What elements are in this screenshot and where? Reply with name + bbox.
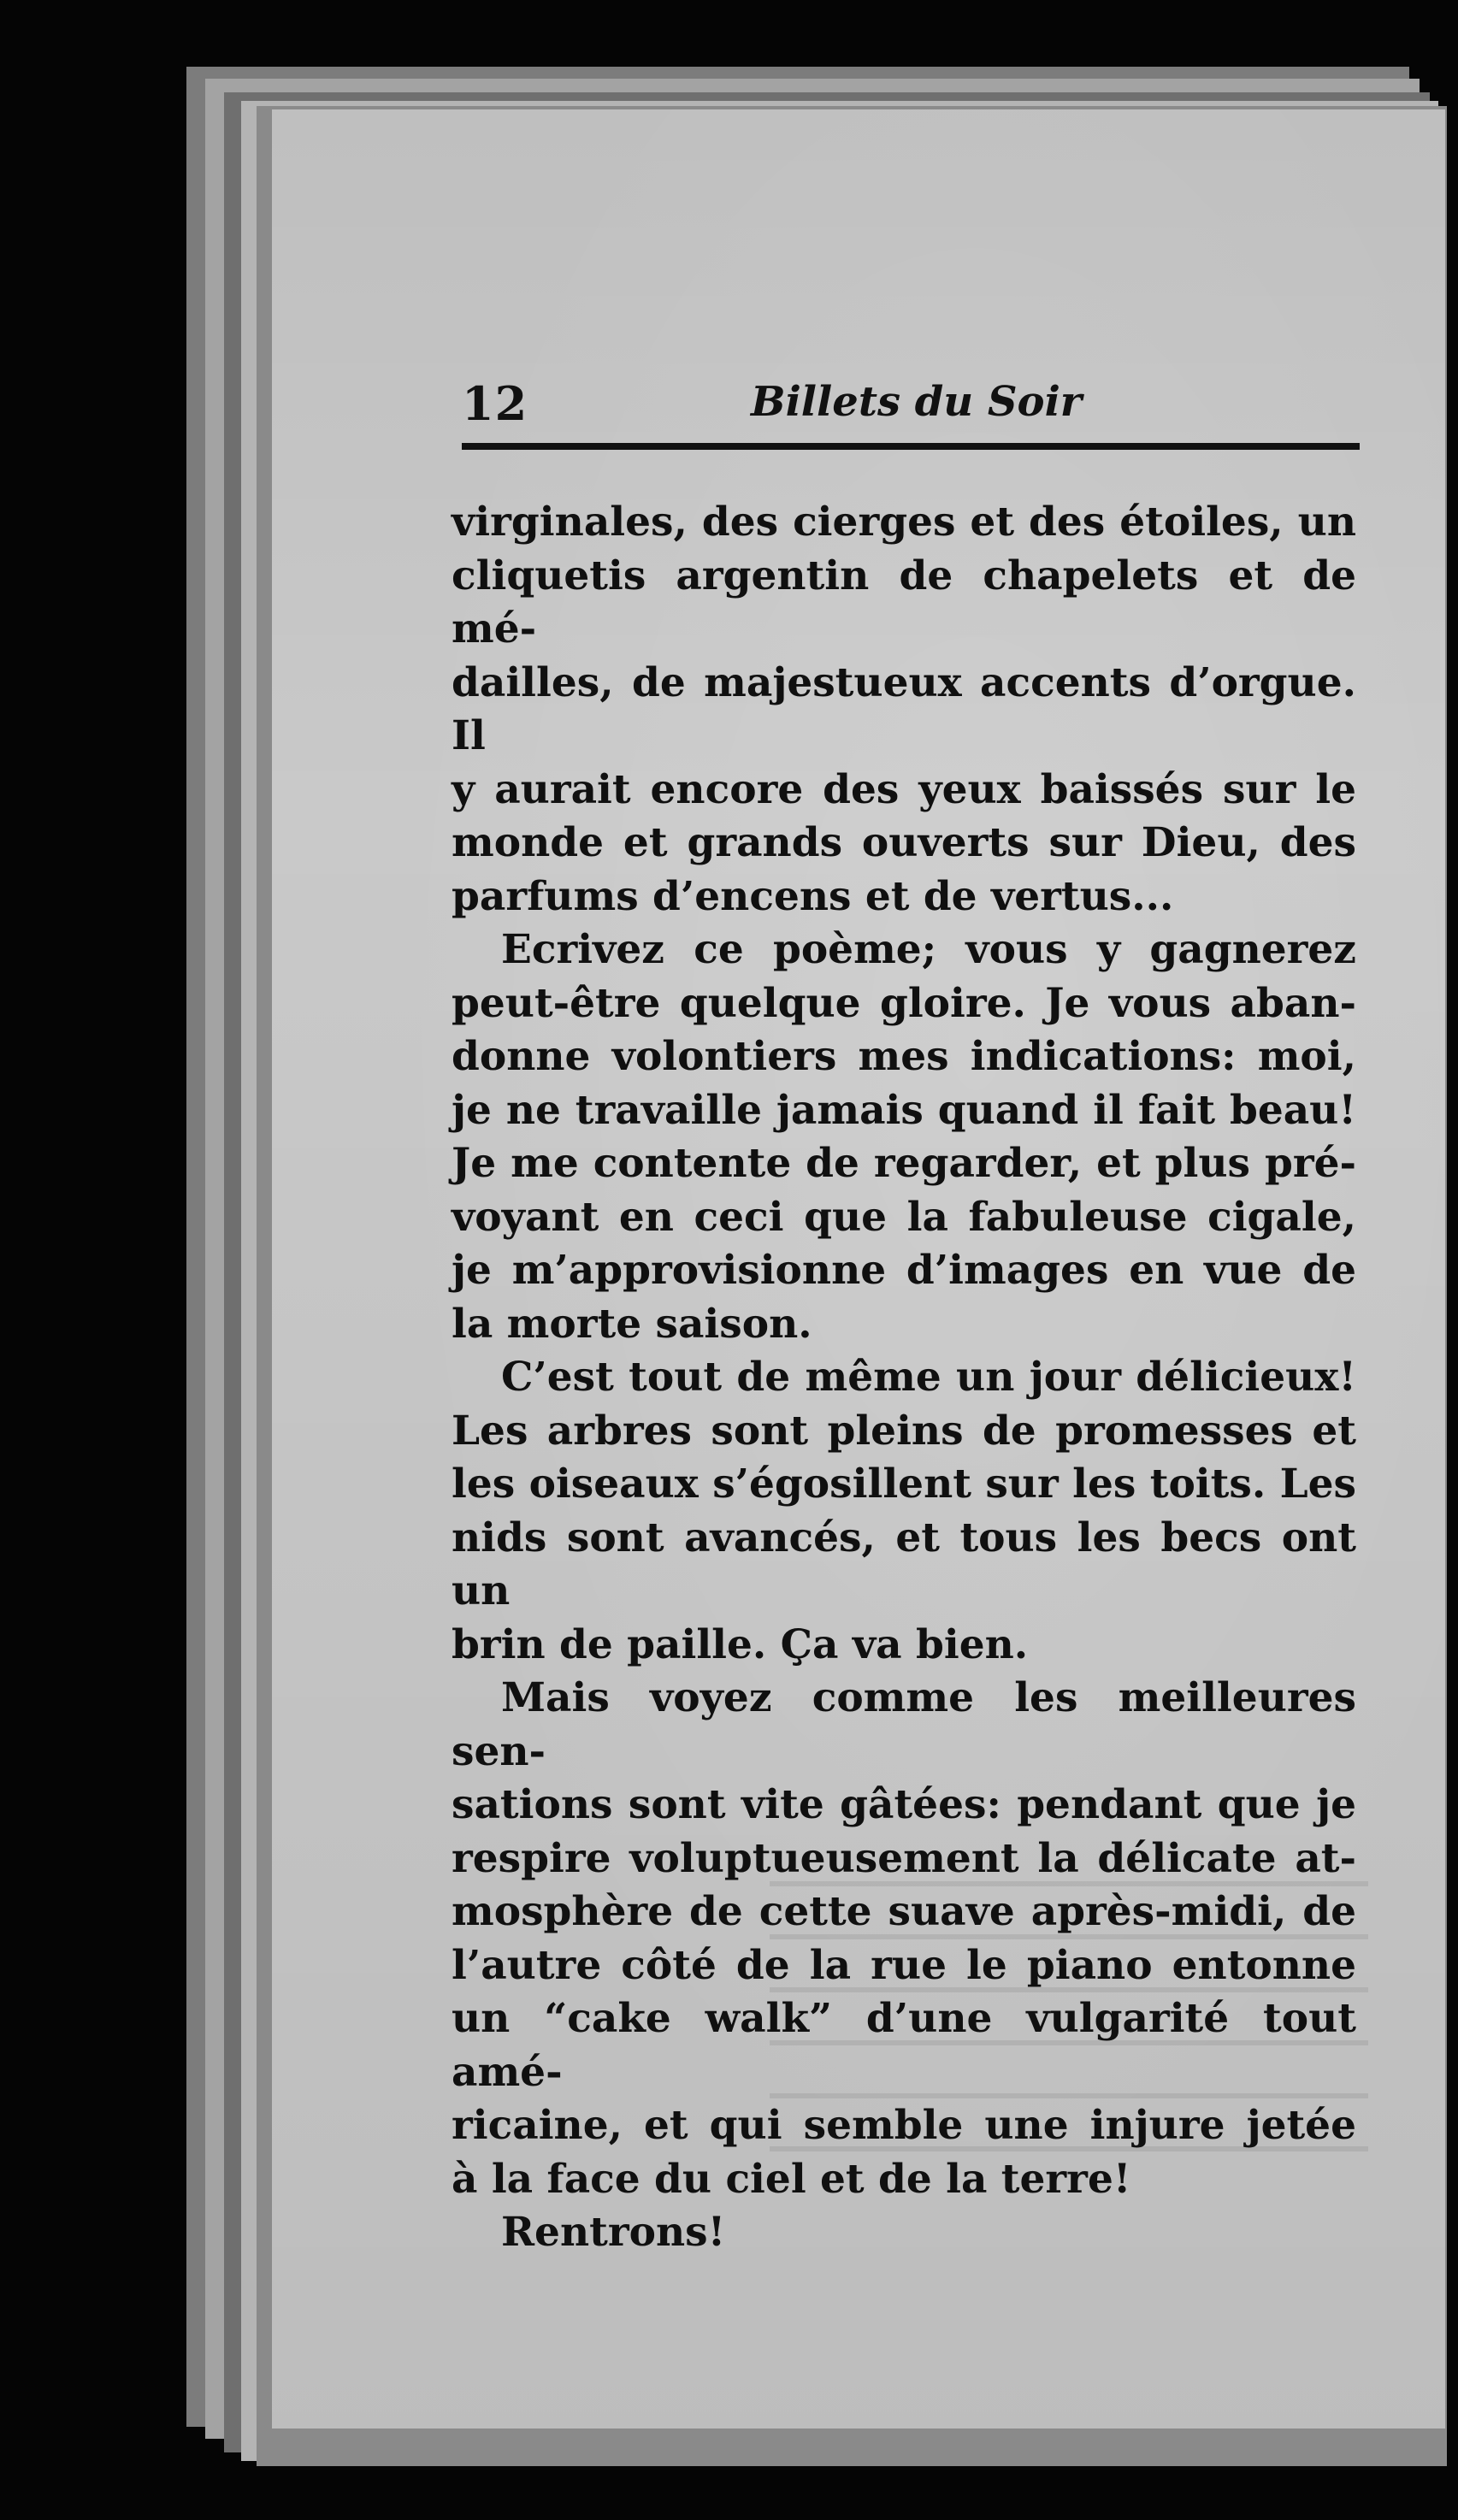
text-line: donne volontiers mes indications: moi, xyxy=(452,1033,1356,1080)
text-line: les oiseaux s’égosillent sur les toits. Les xyxy=(452,1461,1356,1508)
paragraph xyxy=(452,2206,1356,2260)
text-line: l’autre côté de la rue le piano entonne xyxy=(452,1941,1356,1989)
text-line: je ne travaille jamais quand il fait beau! xyxy=(452,1086,1356,1134)
text-line: à la face du ciel et de la terre! xyxy=(452,2155,1131,2203)
text-line: brin de paille. Ça va bien. xyxy=(452,1620,1029,1668)
paragraph xyxy=(452,496,1356,924)
text-line: Ecrivez ce poème; vous y gagnerez xyxy=(501,926,1356,973)
running-title: Billets du Soir xyxy=(751,378,1083,426)
text-line: la morte saison. xyxy=(452,1300,812,1348)
text-line: Les arbres sont pleins de promesses et xyxy=(452,1407,1356,1455)
text-line: sations sont vite gâtées: pendant que je xyxy=(452,1781,1356,1828)
text-line: C’est tout de même un jour délicieux! xyxy=(501,1354,1356,1401)
text-line: un “cake walk” d’une vulgarité tout amé- xyxy=(452,1995,1356,2096)
text-line: virginales, des cierges et des étoiles, un xyxy=(452,499,1356,546)
text-line: je m’approvisionne d’images en vue de xyxy=(452,1247,1356,1294)
text-line: monde et grands ouverts sur Dieu, des xyxy=(452,819,1356,866)
paragraph xyxy=(452,1672,1356,2206)
text-line: dailles, de majestueux accents d’orgue. Il xyxy=(452,658,1356,759)
paragraph xyxy=(452,924,1356,1351)
text-line: parfums d’encens et de vertus... xyxy=(452,872,1174,920)
text-line: cliquetis argentin de chapelets et de mé- xyxy=(452,552,1356,652)
text-line: nids sont avancés, et tous les becs ont un xyxy=(452,1514,1356,1614)
paragraph xyxy=(452,1351,1356,1672)
page-header xyxy=(462,376,1368,436)
text-line: voyant en ceci que la fabuleuse cigale, xyxy=(452,1193,1356,1241)
text-line: mosphère de cette suave après-midi, de xyxy=(452,1888,1356,1935)
text-line: Rentrons! xyxy=(501,2209,726,2256)
text-line: Je me contente de regarder, et plus pré- xyxy=(452,1140,1356,1187)
text-line: ricaine, et qui semble une injure jetée xyxy=(452,2102,1356,2149)
body-text xyxy=(452,496,1356,2260)
text-line: Mais voyez comme les meilleures sen- xyxy=(452,1674,1356,1775)
page-number: 12 xyxy=(462,376,528,431)
text-line: y aurait encore des yeux baissés sur le xyxy=(452,765,1356,813)
header-rule xyxy=(462,443,1360,450)
text-line: respire voluptueusement la délicate at- xyxy=(452,1834,1356,1882)
text-line: peut-être quelque gloire. Je vous aban- xyxy=(452,979,1356,1027)
